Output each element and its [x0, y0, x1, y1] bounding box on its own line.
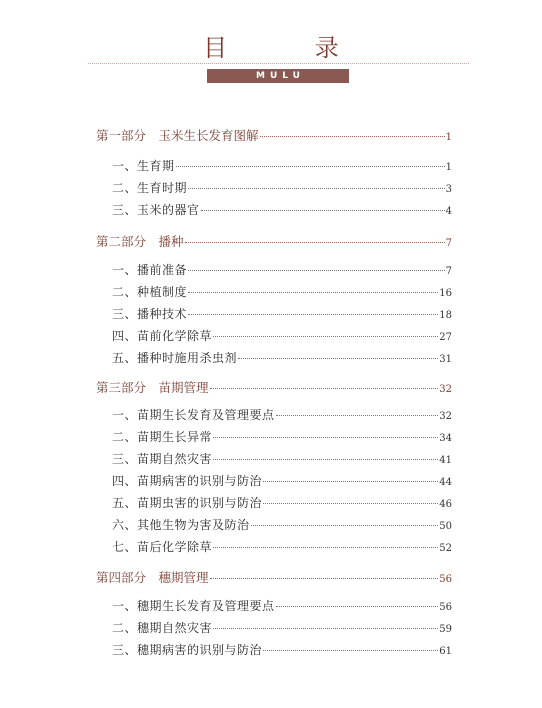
toc-section-3: [96, 378, 452, 395]
dot-leader: [213, 547, 438, 548]
toc-items-3: [96, 406, 452, 560]
page-number: 59: [439, 624, 452, 635]
title-divider: [88, 63, 469, 64]
toc-item[interactable]: [96, 641, 452, 663]
toc-items-4: [96, 597, 452, 663]
toc-item-label: 四、苗期病害的识别与防治: [112, 474, 263, 488]
page-number: 1: [445, 132, 452, 143]
toc-item-label: 三、苗期自然灾害: [112, 452, 213, 466]
toc-item[interactable]: [96, 305, 452, 327]
section-heading[interactable]: [96, 568, 452, 585]
dot-leader: [210, 388, 439, 389]
toc-item-label: 五、苗期虫害的识别与防治: [112, 496, 263, 510]
dot-leader: [260, 136, 445, 137]
section-heading[interactable]: [96, 232, 452, 249]
dot-leader: [213, 459, 438, 460]
page-number: 16: [439, 288, 452, 299]
toc-item[interactable]: [96, 428, 452, 450]
dot-leader: [263, 481, 438, 482]
toc-item-label: 一、苗期生长发育及管理要点: [112, 408, 275, 422]
dot-leader: [263, 503, 438, 504]
dot-leader: [213, 437, 438, 438]
toc-item[interactable]: [96, 283, 452, 305]
toc-section-2: [96, 232, 452, 249]
page-number: 56: [439, 602, 452, 613]
toc-items-1: [96, 157, 452, 223]
section-heading[interactable]: [96, 126, 452, 143]
page-number: 56: [439, 574, 452, 585]
toc-item-label: 六、其他生物为害及防治: [112, 518, 250, 532]
dot-leader: [213, 336, 438, 337]
dot-leader: [276, 415, 439, 416]
section-heading[interactable]: [96, 378, 452, 395]
toc-item-label: 三、穗期病害的识别与防治: [112, 643, 263, 657]
page-number: 41: [439, 455, 452, 466]
toc-item[interactable]: [96, 516, 452, 538]
section-title: 第四部分 穗期管理: [96, 570, 209, 585]
toc-item-label: 二、生育时期: [112, 181, 188, 195]
page-number: 4: [445, 206, 452, 217]
toc-item[interactable]: [96, 327, 452, 349]
toc-item[interactable]: [96, 472, 452, 494]
toc-item-label: 二、种植制度: [112, 285, 188, 299]
page-number: 1: [445, 162, 452, 173]
page-number: 52: [439, 543, 452, 554]
toc-item[interactable]: [96, 157, 452, 179]
toc-item-label: 一、播前准备: [112, 263, 188, 277]
dot-leader: [176, 166, 445, 167]
toc-item[interactable]: [96, 179, 452, 201]
toc-item[interactable]: [96, 494, 452, 516]
page-number: 61: [439, 646, 452, 657]
page-number: 32: [439, 384, 452, 395]
dot-leader: [263, 650, 438, 651]
toc-section-1: [96, 126, 452, 143]
dot-leader: [188, 292, 438, 293]
toc-item[interactable]: [96, 261, 452, 283]
toc-item[interactable]: [96, 538, 452, 560]
dot-leader: [201, 210, 445, 211]
dot-leader: [188, 270, 445, 271]
page-title: 目 录: [203, 34, 379, 62]
toc-item-label: 四、苗前化学除草: [112, 329, 213, 343]
page-number: 34: [439, 433, 452, 444]
page-number: 7: [445, 238, 452, 249]
toc-item-label: 七、苗后化学除草: [112, 540, 213, 554]
toc-item-label: 一、生育期: [112, 159, 175, 173]
section-title: 第一部分 玉米生长发育图解: [96, 128, 259, 143]
toc-item[interactable]: [96, 597, 452, 619]
page-number: 7: [445, 266, 452, 277]
page-number: 50: [439, 521, 452, 532]
toc-item-label: 一、穗期生长发育及管理要点: [112, 599, 275, 613]
toc-section-4: [96, 568, 452, 585]
page-number: 27: [439, 332, 452, 343]
dot-leader: [213, 628, 438, 629]
dot-leader: [251, 525, 439, 526]
dot-leader: [188, 314, 438, 315]
toc-item[interactable]: [96, 406, 452, 428]
toc-item[interactable]: [96, 450, 452, 472]
toc-items-2: [96, 261, 452, 371]
dot-leader: [210, 578, 439, 579]
toc-item[interactable]: [96, 201, 452, 223]
toc-item[interactable]: [96, 349, 452, 371]
page-number: 32: [439, 411, 452, 422]
page-number: 31: [439, 354, 452, 365]
toc-item-label: 二、穗期自然灾害: [112, 621, 213, 635]
page-number: 44: [439, 477, 452, 488]
dot-leader: [238, 358, 438, 359]
toc-item[interactable]: [96, 619, 452, 641]
page-number: 3: [445, 184, 452, 195]
page-number: 18: [439, 310, 452, 321]
toc-item-label: 五、播种时施用杀虫剂: [112, 351, 238, 365]
dot-leader: [276, 606, 439, 607]
toc-item-label: 二、苗期生长异常: [112, 430, 213, 444]
toc-item-label: 三、播种技术: [112, 307, 188, 321]
subtitle-banner: MULU: [207, 69, 349, 83]
toc-item-label: 三、玉米的器官: [112, 203, 200, 217]
section-title: 第三部分 苗期管理: [96, 380, 209, 395]
dot-leader: [188, 188, 445, 189]
page-number: 46: [439, 499, 452, 510]
section-title: 第二部分 播种: [96, 234, 184, 249]
dot-leader: [185, 242, 445, 243]
